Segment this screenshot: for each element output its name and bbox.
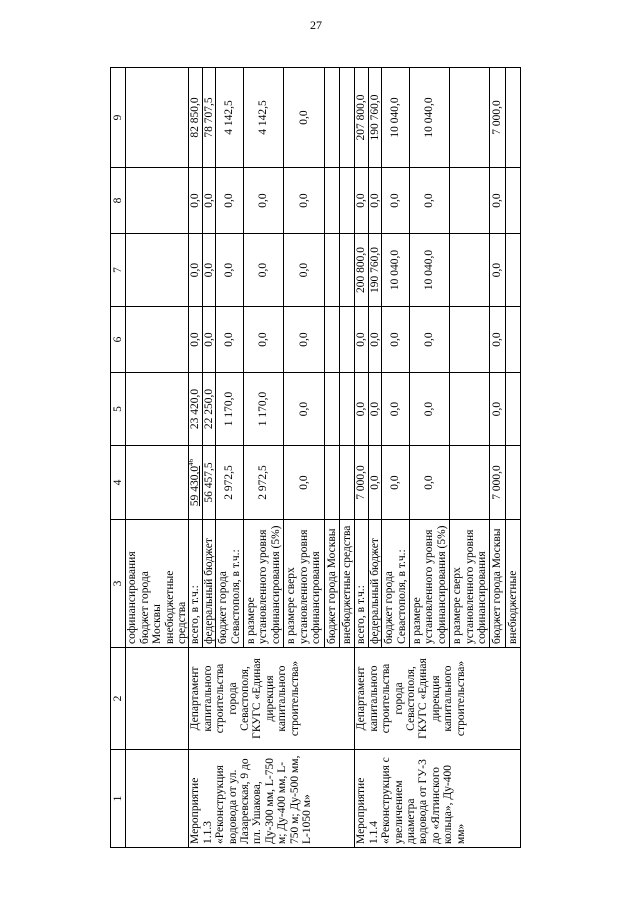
- value-cell: 0,0: [244, 168, 284, 234]
- value-cell: 0,0: [409, 446, 449, 520]
- value-cell: 190 760,0: [368, 234, 381, 307]
- value-cell: 7 000,0: [490, 68, 505, 168]
- funding-source: федеральный бюджет: [202, 520, 215, 648]
- executor-name: Департамент капитального строительства города Севастополя, ГКУГС «Единая дирекция капитального строительства»: [355, 648, 521, 750]
- value-cell: 0,0: [355, 307, 368, 373]
- value-cell: [339, 307, 354, 373]
- value-cell: 190 760,0: [368, 68, 381, 168]
- value-cell: 0,0: [189, 168, 202, 234]
- value-cell: 0,0: [202, 168, 215, 234]
- value-cell: 0,0: [189, 307, 202, 373]
- value-cell: [339, 234, 354, 307]
- value-cell: 10 040,0: [382, 68, 410, 168]
- value-cell: [339, 68, 354, 168]
- continuation-label-cell: [126, 520, 189, 648]
- value-cell: [505, 234, 520, 307]
- value-cell: [505, 373, 520, 446]
- value-cell: 0,0: [382, 168, 410, 234]
- rotated-table-container: [110, 68, 623, 848]
- value-cell: [324, 373, 339, 446]
- funding-source: внебюджетные средства: [339, 520, 354, 648]
- value-cell: [339, 168, 354, 234]
- value-cell: [189, 446, 202, 520]
- value-cell: [324, 446, 339, 520]
- value-cell: 0,0: [368, 168, 381, 234]
- funding-source: в размере сверх установленного уровня софинансирования: [284, 520, 324, 648]
- value-cell: 0,0: [368, 446, 381, 520]
- value-cell: 0,0: [355, 168, 368, 234]
- continuation-empty-1: [126, 750, 189, 848]
- value-cell: [450, 307, 490, 373]
- table-row: [355, 68, 368, 848]
- value-cell: 0,0: [244, 307, 284, 373]
- funding-source: внебюджетные: [505, 520, 520, 648]
- header-cell-4: 4: [111, 446, 126, 520]
- value-cell: 0,0: [409, 307, 449, 373]
- header-cell-9: 9: [111, 68, 126, 168]
- header-row: [111, 68, 126, 848]
- value-cell: 0,0: [490, 168, 505, 234]
- header-cell-1: 1: [111, 750, 126, 848]
- value-cell: 10 040,0: [382, 234, 410, 307]
- continuation-empty-9: [126, 68, 189, 168]
- value-cell: 0,0: [284, 446, 324, 520]
- value-cell: 2 972,5: [244, 446, 284, 520]
- value-cell: 0,0: [284, 68, 324, 168]
- value-cell: 82 850,0: [189, 68, 202, 168]
- value-cell: 200 800,0: [355, 234, 368, 307]
- value-cell: 4 142,5: [216, 68, 244, 168]
- value-cell: 0,0: [409, 168, 449, 234]
- measure-name: Мероприятие 1.1.3 «Реконструкция водовода от ул. Лазаревская, 9 до пл. Ушакова, Ду-300 мм, L-750 м; Ду-400 мм, L-750 м; Ду-500 мм, L-1050 м»: [189, 750, 355, 848]
- header-cell-7: 7: [111, 234, 126, 307]
- value-cell: [339, 373, 354, 446]
- value-cell: 0,0: [368, 373, 381, 446]
- funding-source: бюджет города Севастополя, в т.ч.:: [382, 520, 410, 648]
- value-cell: 0,0: [202, 234, 215, 307]
- header-cell-5: 5: [111, 373, 126, 446]
- value-cell: [505, 68, 520, 168]
- value-cell: [505, 168, 520, 234]
- value-cell: 4 142,5: [244, 68, 284, 168]
- continuation-label: софинансирования: [126, 551, 139, 644]
- executor-name: Департамент капитального строительства города Севастополя, ГКУГС «Единая дирекция капитального строительства»: [189, 648, 355, 750]
- header-cell-2: 2: [111, 648, 126, 750]
- measure-name: Мероприятие 1.1.4 «Реконструкция с увеличением диаметра водовода от ГУ-3 до «Ялтинского кольца», Ду-400 мм»: [355, 750, 521, 848]
- continuation-label: бюджет города: [138, 571, 151, 644]
- value-text: 59 430,0: [189, 465, 202, 507]
- value-cell: [450, 446, 490, 520]
- funding-source: бюджет города Севастополя, в т.ч.:: [216, 520, 244, 648]
- financing-table: [110, 67, 521, 848]
- header-cell-8: 8: [111, 168, 126, 234]
- value-cell: 7 000,0: [490, 446, 505, 520]
- funding-source: бюджет города Москвы: [490, 520, 505, 648]
- value-cell: [450, 373, 490, 446]
- table-row: [189, 68, 202, 848]
- continuation-row: [126, 68, 189, 848]
- value-cell: 0,0: [284, 373, 324, 446]
- value-cell: [324, 307, 339, 373]
- value-cell: [450, 168, 490, 234]
- value-cell: 0,0: [189, 234, 202, 307]
- value-cell: 0,0: [284, 168, 324, 234]
- value-cell: [324, 234, 339, 307]
- value-cell: [324, 168, 339, 234]
- funding-source: в размере установленного уровня софинансирования (5%): [244, 520, 284, 648]
- value-cell: 0,0: [216, 234, 244, 307]
- value-cell: 0,0: [284, 307, 324, 373]
- value-cell: 0,0: [216, 307, 244, 373]
- value-cell: 2 972,5: [216, 446, 244, 520]
- value-cell: [505, 446, 520, 520]
- value-cell: 0,0: [490, 234, 505, 307]
- continuation-empty-8: [126, 168, 189, 234]
- value-cell: 22 250,0: [202, 373, 215, 446]
- funding-source: федеральный бюджет: [368, 520, 381, 648]
- continuation-label: внебюджетные: [163, 570, 176, 644]
- value-cell: 0,0: [490, 373, 505, 446]
- continuation-empty-6: [126, 307, 189, 373]
- value-cell: 207 800,0: [355, 68, 368, 168]
- funding-source: бюджет города Москвы: [324, 520, 339, 648]
- value-cell: 0,0: [382, 446, 410, 520]
- value-cell: [505, 307, 520, 373]
- value-cell: 0,0: [244, 234, 284, 307]
- value-cell: 7 000,0: [355, 446, 368, 520]
- header-cell-3: 3: [111, 520, 126, 648]
- funding-source: всего, в т.ч.:: [355, 520, 368, 648]
- continuation-empty-4: [126, 446, 189, 520]
- value-cell: 0,0: [284, 234, 324, 307]
- value-cell: [450, 68, 490, 168]
- continuation-label: средства: [176, 601, 189, 644]
- value-cell: 10 040,0: [409, 68, 449, 168]
- value-cell: 0,0: [382, 373, 410, 446]
- funding-source: в размере сверх установленного уровня софинансирования: [450, 520, 490, 648]
- funding-source: всего, в т.ч.:: [189, 520, 202, 648]
- header-cell-6: 6: [111, 307, 126, 373]
- footnote-mark: 46: [187, 458, 196, 466]
- value-cell: 56 457,5: [202, 446, 215, 520]
- value-cell: 1 170,0: [244, 373, 284, 446]
- continuation-empty-2: [126, 648, 189, 750]
- value-cell: 0,0: [368, 307, 381, 373]
- value-cell: 78 707,5: [202, 68, 215, 168]
- value-cell: 0,0: [409, 373, 449, 446]
- value-cell: 1 170,0: [216, 373, 244, 446]
- value-cell: 0,0: [355, 373, 368, 446]
- value-cell: [324, 68, 339, 168]
- value-cell: 0,0: [490, 307, 505, 373]
- value-cell: 0,0: [382, 307, 410, 373]
- continuation-empty-7: [126, 234, 189, 307]
- value-cell: 23 420,0: [189, 373, 202, 446]
- value-cell: [450, 234, 490, 307]
- continuation-empty-5: [126, 373, 189, 446]
- value-cell: [339, 446, 354, 520]
- continuation-label: Москвы: [151, 604, 164, 644]
- funding-source: в размере установленного уровня софинансирования (5%): [409, 520, 449, 648]
- rotated-table-area: [110, 68, 632, 844]
- value-cell: 0,0: [202, 307, 215, 373]
- page-number: 27: [310, 18, 322, 32]
- value-cell: 10 040,0: [409, 234, 449, 307]
- value-cell: 0,0: [216, 168, 244, 234]
